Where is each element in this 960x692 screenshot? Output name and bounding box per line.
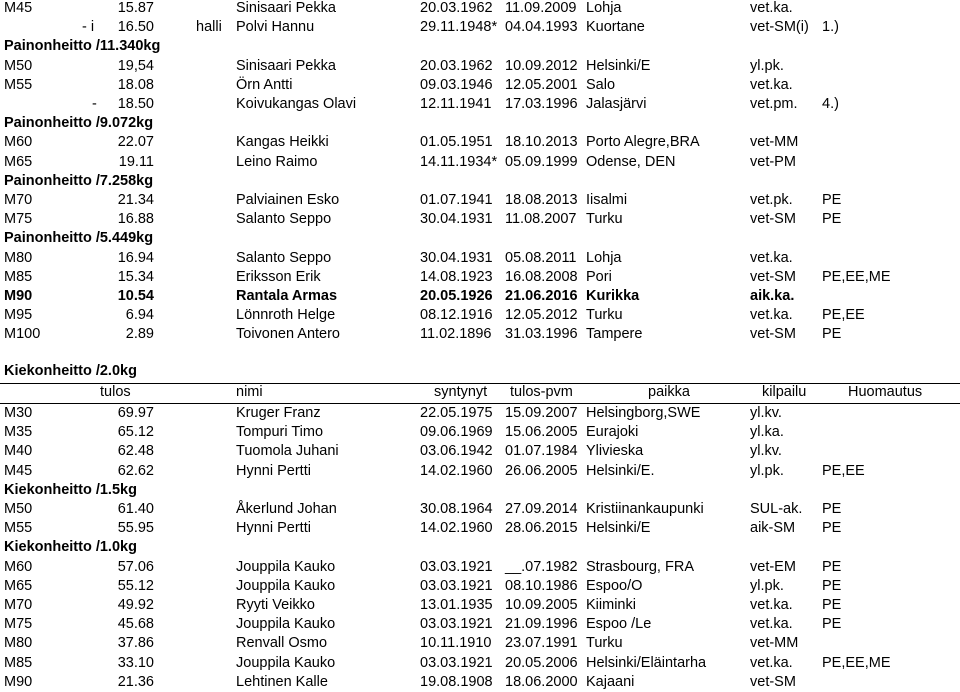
table-row bbox=[0, 153, 960, 172]
table-row bbox=[0, 325, 960, 344]
competition-cell: vet.ka. bbox=[750, 76, 793, 93]
result-cell: 2.89 bbox=[125, 326, 154, 343]
result-cell: 61.40 bbox=[117, 501, 154, 517]
section-title: Painonheitto /11.340kg bbox=[4, 38, 161, 55]
col-comp-header: kilpailu bbox=[762, 384, 807, 400]
place-cell: Espoo/O bbox=[586, 577, 643, 594]
competition-cell: vet-MM bbox=[750, 134, 799, 151]
competition-cell: vet-SM bbox=[750, 211, 796, 228]
result-date-cell: 18.06.2000 bbox=[505, 673, 578, 690]
result-cell: 21.34 bbox=[117, 192, 154, 208]
place-cell: Turku bbox=[586, 635, 623, 652]
result-date-cell: 05.09.1999 bbox=[505, 153, 578, 170]
birth-date-cell: 14.11.1934* bbox=[420, 153, 498, 170]
result-date-cell: 31.03.1996 bbox=[505, 326, 578, 343]
table-row bbox=[0, 133, 960, 152]
section-title: Kiekonheitto /1.5kg bbox=[4, 481, 137, 498]
birth-date-cell: 14.02.1960 bbox=[420, 520, 493, 537]
result-date-cell: 16.08.2008 bbox=[505, 268, 578, 285]
birth-date-cell: 30.04.1931 bbox=[420, 249, 493, 266]
place-cell: Helsinki/Eläintarha bbox=[586, 654, 707, 671]
result-cell: 19.11 bbox=[118, 153, 154, 170]
place-cell: Turku bbox=[586, 211, 623, 228]
place-cell: Kuortane bbox=[586, 19, 645, 36]
result-date-cell: 12.05.2012 bbox=[505, 307, 578, 324]
result-date-cell: 10.09.2012 bbox=[505, 57, 578, 74]
name-cell: Salanto Seppo bbox=[236, 249, 332, 266]
competition-cell: vet.pk. bbox=[750, 192, 793, 208]
table-row bbox=[0, 95, 960, 114]
result-date-cell: 27.09.2014 bbox=[505, 501, 578, 517]
table-row bbox=[0, 404, 960, 423]
result-cell: 21.36 bbox=[117, 673, 154, 690]
result-cell: 69.97 bbox=[117, 405, 154, 421]
result-cell: 62.62 bbox=[117, 462, 154, 479]
place-cell: Kiiminki bbox=[586, 597, 636, 613]
col-place-header: paikka bbox=[648, 384, 690, 400]
class-cell: M90 bbox=[4, 288, 33, 304]
result-date-cell: 10.09.2005 bbox=[505, 597, 578, 613]
class-cell: M75 bbox=[4, 211, 33, 228]
note-cell: PE bbox=[822, 501, 842, 517]
competition-cell: yl.pk. bbox=[750, 577, 784, 594]
table-row bbox=[0, 558, 960, 577]
class-cell: M60 bbox=[4, 134, 33, 151]
result-cell: 10.54 bbox=[117, 288, 154, 304]
birth-date-cell: 19.08.1908 bbox=[420, 673, 493, 690]
table-row bbox=[0, 634, 960, 653]
note-cell: PE,EE bbox=[822, 462, 865, 479]
result-cell: 18.50 bbox=[117, 96, 154, 112]
result-date-cell: 20.05.2006 bbox=[505, 654, 578, 671]
result-date-cell: 18.08.2013 bbox=[505, 192, 578, 208]
note-cell: PE bbox=[822, 597, 842, 613]
result-cell: 45.68 bbox=[117, 616, 154, 633]
birth-date-cell: 09.03.1946 bbox=[420, 76, 493, 93]
name-cell: Jouppila Kauko bbox=[236, 616, 336, 633]
place-cell: Helsinki/E bbox=[586, 520, 651, 537]
class-cell: M70 bbox=[4, 597, 33, 613]
competition-cell: vet-PM bbox=[750, 153, 796, 170]
class-cell: M45 bbox=[4, 462, 33, 479]
place-cell: Tampere bbox=[586, 326, 643, 343]
class-cell: M75 bbox=[4, 616, 33, 633]
note-cell: PE bbox=[822, 211, 842, 228]
result-cell: 19,54 bbox=[117, 57, 154, 74]
class-cell: - i bbox=[82, 19, 95, 36]
name-cell: Sinisaari Pekka bbox=[236, 0, 336, 16]
table-row bbox=[0, 57, 960, 76]
competition-cell: vet-MM bbox=[750, 635, 799, 652]
competition-cell: vet.ka. bbox=[750, 597, 793, 613]
class-cell: M50 bbox=[4, 501, 33, 517]
place-cell: Lohja bbox=[586, 249, 622, 266]
class-cell: M45 bbox=[4, 0, 33, 16]
birth-date-cell: 11.02.1896 bbox=[420, 326, 492, 343]
name-cell: Koivukangas Olavi bbox=[236, 96, 357, 112]
name-cell: Åkerlund Johan bbox=[236, 501, 337, 517]
name-cell: Lehtinen Kalle bbox=[236, 673, 328, 690]
class-cell: M35 bbox=[4, 424, 33, 441]
birth-date-cell: 22.05.1975 bbox=[420, 405, 493, 421]
col-birth-header: syntynyt bbox=[434, 384, 488, 400]
competition-cell: vet.ka. bbox=[750, 307, 793, 324]
name-cell: Rantala Armas bbox=[236, 288, 338, 304]
result-date-cell: 18.10.2013 bbox=[505, 134, 578, 151]
class-cell: M70 bbox=[4, 192, 33, 208]
result-date-cell: 23.07.1991 bbox=[505, 635, 578, 652]
birth-date-cell: 29.11.1948* bbox=[420, 19, 498, 36]
table-row bbox=[0, 268, 960, 287]
class-cell: M60 bbox=[4, 558, 33, 575]
name-cell: Hynni Pertti bbox=[236, 520, 311, 537]
competition-cell: vet-SM bbox=[750, 268, 796, 285]
class-cell: M80 bbox=[4, 249, 33, 266]
competition-cell: vet.ka. bbox=[750, 249, 793, 266]
result-date-cell: 15.06.2005 bbox=[505, 424, 578, 441]
class-cell: M55 bbox=[4, 76, 33, 93]
place-cell: Lohja bbox=[586, 0, 622, 16]
place-cell: Turku bbox=[586, 307, 623, 324]
birth-date-cell: 30.04.1931 bbox=[420, 211, 493, 228]
table-row bbox=[0, 500, 960, 519]
result-date-cell: 21.06.2016 bbox=[505, 288, 578, 304]
class-cell: M85 bbox=[4, 654, 33, 671]
name-cell: Ryyti Veikko bbox=[236, 597, 315, 613]
competition-cell: vet.ka. bbox=[750, 616, 793, 633]
result-date-cell: 01.07.1984 bbox=[505, 443, 578, 460]
place-cell: Porto Alegre,BRA bbox=[586, 134, 700, 151]
column-header-row bbox=[0, 383, 960, 404]
competition-cell: aik-SM bbox=[750, 520, 796, 537]
birth-date-cell: 14.08.1923 bbox=[420, 268, 493, 285]
name-cell: Örn Antti bbox=[236, 76, 293, 93]
place-cell: Eurajoki bbox=[586, 424, 639, 441]
name-cell: Hynni Pertti bbox=[236, 462, 311, 479]
birth-date-cell: 12.11.1941 bbox=[420, 96, 492, 112]
class-cell: M80 bbox=[4, 635, 33, 652]
birth-date-cell: 30.08.1964 bbox=[420, 501, 493, 517]
result-cell: 22.07 bbox=[117, 134, 154, 151]
result-cell: 6.94 bbox=[125, 307, 154, 324]
place-cell: Helsinki/E bbox=[586, 57, 651, 74]
birth-date-cell: 09.06.1969 bbox=[420, 424, 493, 441]
birth-date-cell: 08.12.1916 bbox=[420, 307, 493, 324]
result-cell: 18.08 bbox=[117, 76, 154, 93]
name-cell: Tuomola Juhani bbox=[236, 443, 339, 460]
name-cell: Tompuri Timo bbox=[236, 424, 324, 441]
competition-cell: vet.ka. bbox=[750, 654, 793, 671]
result-cell: 57.06 bbox=[117, 558, 154, 575]
class-cell: M50 bbox=[4, 57, 33, 74]
class-cell: M40 bbox=[4, 443, 33, 460]
note-cell: 4.) bbox=[822, 96, 839, 112]
col-note-header: Huomautus bbox=[848, 384, 923, 400]
competition-cell: yl.kv. bbox=[750, 405, 782, 421]
name-cell: Eriksson Erik bbox=[236, 268, 321, 285]
place-cell: Kristiinankaupunki bbox=[586, 501, 704, 517]
result-date-cell: 15.09.2007 bbox=[505, 405, 578, 421]
table-row bbox=[0, 654, 960, 673]
birth-date-cell: 03.06.1942 bbox=[420, 443, 493, 460]
competition-cell: aik.ka. bbox=[750, 288, 795, 304]
class-cell: - bbox=[92, 96, 97, 112]
table-row bbox=[0, 249, 960, 268]
class-cell: M55 bbox=[4, 520, 33, 537]
section-title: Kiekonheitto /1.0kg bbox=[4, 539, 137, 556]
result-date-cell: 26.06.2005 bbox=[505, 462, 578, 479]
result-cell: 55.12 bbox=[117, 577, 154, 594]
competition-cell: vet-SM bbox=[750, 326, 796, 343]
competition-cell: yl.kv. bbox=[750, 443, 782, 460]
table-row bbox=[0, 577, 960, 596]
competition-cell: SUL-ak. bbox=[750, 501, 803, 517]
place-cell: Espoo /Le bbox=[586, 616, 652, 633]
place-cell: Strasbourg, FRA bbox=[586, 558, 694, 575]
place-cell: Salo bbox=[586, 76, 616, 93]
note-cell: PE bbox=[822, 520, 842, 537]
class-cell: M85 bbox=[4, 268, 33, 285]
table-row bbox=[0, 673, 960, 692]
name-cell: Kruger Franz bbox=[236, 405, 321, 421]
place-cell: Ylivieska bbox=[586, 443, 644, 460]
result-cell: 33.10 bbox=[117, 654, 154, 671]
birth-date-cell: 03.03.1921 bbox=[420, 558, 493, 575]
table-row bbox=[0, 210, 960, 229]
result-cell: 55.95 bbox=[117, 520, 154, 537]
result-date-cell: 11.08.2007 bbox=[505, 211, 577, 228]
col-date-header: tulos-pvm bbox=[510, 384, 573, 400]
result-date-cell: 12.05.2001 bbox=[505, 76, 578, 93]
col-result-header: tulos bbox=[100, 384, 131, 400]
note-cell: 1.) bbox=[822, 19, 839, 36]
birth-date-cell: 03.03.1921 bbox=[420, 654, 493, 671]
result-cell: 65.12 bbox=[117, 424, 154, 441]
note-cell: PE,EE bbox=[822, 307, 865, 324]
name-cell: Jouppila Kauko bbox=[236, 577, 336, 594]
name-cell: Kangas Heikki bbox=[236, 134, 329, 151]
note-cell: PE bbox=[822, 577, 842, 594]
place-cell: Helsinki/E. bbox=[586, 462, 655, 479]
birth-date-cell: 20.05.1926 bbox=[420, 288, 493, 304]
section-title: Painonheitto /9.072kg bbox=[4, 115, 154, 132]
table-row bbox=[0, 191, 960, 210]
competition-cell: vet-EM bbox=[750, 558, 796, 575]
result-date-cell: 21.09.1996 bbox=[505, 616, 578, 633]
place-cell: Jalasjärvi bbox=[586, 96, 647, 112]
result-cell: 16.88 bbox=[117, 211, 154, 228]
name-cell: Salanto Seppo bbox=[236, 211, 332, 228]
birth-date-cell: 14.02.1960 bbox=[420, 462, 493, 479]
name-cell: Sinisaari Pekka bbox=[236, 57, 336, 74]
result-cell: 62.48 bbox=[117, 443, 154, 460]
name-cell: Renvall Osmo bbox=[236, 635, 328, 652]
result-date-cell: __.07.1982 bbox=[505, 558, 578, 575]
result-cell: 49.92 bbox=[117, 597, 154, 613]
result-date-cell: 11.09.2009 bbox=[505, 0, 577, 16]
note-cell: PE,EE,ME bbox=[822, 654, 891, 671]
result-date-cell: 17.03.1996 bbox=[505, 96, 578, 112]
result-cell: 16.94 bbox=[117, 249, 154, 266]
result-cell: 15.34 bbox=[117, 268, 154, 285]
competition-cell: vet-SM bbox=[750, 673, 796, 690]
table-row bbox=[0, 76, 960, 95]
competition-cell: vet-SM(i) bbox=[750, 19, 809, 36]
table-row bbox=[0, 18, 960, 37]
competition-cell: vet.pm. bbox=[750, 96, 798, 112]
place-cell: Pori bbox=[586, 268, 612, 285]
class-cell: M100 bbox=[4, 326, 41, 343]
table-row bbox=[0, 442, 960, 461]
name-cell: Leino Raimo bbox=[236, 153, 318, 170]
section-title: Painonheitto /5.449kg bbox=[4, 230, 154, 247]
birth-date-cell: 20.03.1962 bbox=[420, 0, 493, 16]
place-cell: Iisalmi bbox=[586, 192, 628, 208]
table-row bbox=[0, 287, 960, 306]
result-date-cell: 28.06.2015 bbox=[505, 520, 578, 537]
table-row bbox=[0, 306, 960, 325]
class-cell: M90 bbox=[4, 673, 33, 690]
indoor-cell: halli bbox=[196, 19, 222, 36]
name-cell: Jouppila Kauko bbox=[236, 654, 336, 671]
table-row bbox=[0, 519, 960, 538]
note-cell: PE bbox=[822, 616, 842, 633]
result-cell: 15.87 bbox=[117, 0, 154, 16]
note-cell: PE bbox=[822, 558, 842, 575]
competition-cell: vet.ka. bbox=[750, 0, 793, 16]
class-cell: M95 bbox=[4, 307, 33, 324]
result-date-cell: 08.10.1986 bbox=[505, 577, 578, 594]
birth-date-cell: 03.03.1921 bbox=[420, 616, 493, 633]
table-row bbox=[0, 0, 960, 18]
birth-date-cell: 01.05.1951 bbox=[420, 134, 493, 151]
place-cell: Helsingborg,SWE bbox=[586, 405, 701, 421]
table-row bbox=[0, 423, 960, 442]
table-row bbox=[0, 462, 960, 481]
name-cell: Lönnroth Helge bbox=[236, 307, 336, 324]
name-cell: Polvi Hannu bbox=[236, 19, 315, 36]
place-cell: Kurikka bbox=[586, 288, 640, 304]
place-cell: Odense, DEN bbox=[586, 153, 676, 170]
result-cell: 16.50 bbox=[117, 19, 154, 36]
class-cell: M65 bbox=[4, 153, 33, 170]
class-cell: M30 bbox=[4, 405, 33, 421]
result-cell: 37.86 bbox=[117, 635, 154, 652]
name-cell: Jouppila Kauko bbox=[236, 558, 336, 575]
birth-date-cell: 13.01.1935 bbox=[420, 597, 493, 613]
place-cell: Kajaani bbox=[586, 673, 635, 690]
birth-date-cell: 20.03.1962 bbox=[420, 57, 493, 74]
table-row bbox=[0, 615, 960, 634]
note-cell: PE,EE,ME bbox=[822, 268, 891, 285]
result-date-cell: 04.04.1993 bbox=[505, 19, 578, 36]
competition-cell: yl.ka. bbox=[750, 424, 784, 441]
note-cell: PE bbox=[822, 326, 842, 343]
name-cell: Palviainen Esko bbox=[236, 192, 340, 208]
birth-date-cell: 10.11.1910 bbox=[420, 635, 492, 652]
birth-date-cell: 01.07.1941 bbox=[420, 192, 493, 208]
section-title: Painonheitto /7.258kg bbox=[4, 172, 154, 189]
result-date-cell: 05.08.2011 bbox=[505, 249, 577, 266]
note-cell: PE bbox=[822, 192, 842, 208]
birth-date-cell: 03.03.1921 bbox=[420, 577, 493, 594]
name-cell: Toivonen Antero bbox=[236, 326, 340, 343]
class-cell: M65 bbox=[4, 577, 33, 594]
competition-cell: yl.pk. bbox=[750, 57, 784, 74]
competition-cell: yl.pk. bbox=[750, 462, 784, 479]
col-name-header: nimi bbox=[236, 384, 263, 400]
table-row bbox=[0, 596, 960, 615]
section-title-kiekko-2kg: Kiekonheitto /2.0kg bbox=[4, 363, 137, 379]
